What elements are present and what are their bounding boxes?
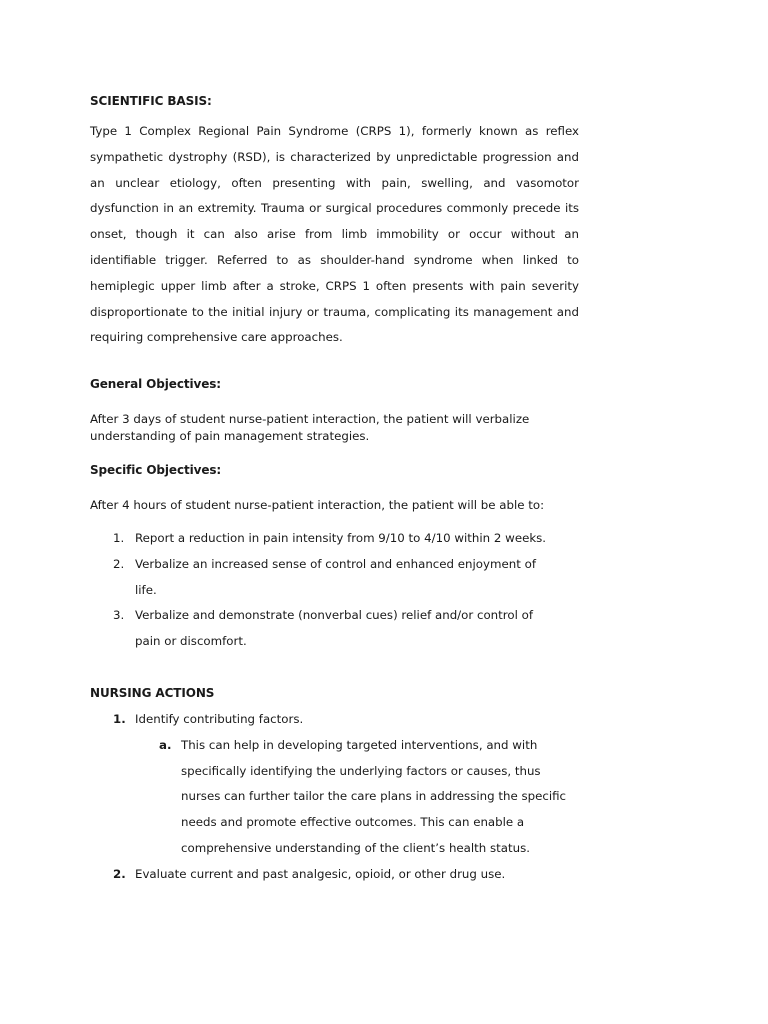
objective-text: Verbalize an increased sense of control and enhanced enjoyment of life. [135, 556, 536, 597]
objective-number: 1. [113, 531, 125, 545]
nursing-action-text: Evaluate current and past analgesic, opioid, or other drug use. [135, 866, 506, 881]
objective-item [113, 603, 560, 655]
rationale-text: This can help in developing targeted interventions, and with specifically identifying the underlying factors or causes, thus nurses can further tailor the care plans in addressing the specific needs and promote effective outcomes. This can enable a comprehensive understanding of the client’s health status. [181, 737, 567, 855]
objective-number: 3. [113, 608, 125, 623]
general-objectives-heading: General Objectives: [90, 377, 221, 391]
nursing-action-item [113, 862, 575, 888]
objective-text: Report a reduction in pain intensity from 9/10 to 4/10 within 2 weeks. [135, 531, 547, 545]
rationale-letter: a. [159, 737, 172, 752]
nursing-actions-list [113, 707, 575, 888]
nursing-action-item [113, 707, 575, 862]
objective-text: Verbalize and demonstrate (nonverbal cues) relief and/or control of pain or discomfort. [135, 608, 533, 649]
specific-objectives-heading: Specific Objectives: [90, 463, 222, 477]
nursing-action-number: 1. [113, 712, 126, 726]
rationale-item [159, 733, 581, 862]
general-objectives-paragraph: After 3 days of student nurse-patient interaction, the patient will verbalize understanding of pain management strategies. [90, 412, 530, 443]
objective-item [113, 526, 560, 552]
scientific-basis-heading: SCIENTIFIC BASIS: [90, 94, 212, 108]
specific-objectives-intro: After 4 hours of student nurse-patient interaction, the patient will be able to: [90, 498, 545, 512]
nursing-action-number: 2. [113, 866, 126, 881]
nursing-actions-heading: NURSING ACTIONS [90, 686, 215, 700]
nursing-action-text: Identify contributing factors. [135, 712, 304, 726]
scientific-basis-paragraph: Type 1 Complex Regional Pain Syndrome (CRPS 1), formerly known as reflex sympathetic dystrophy (RSD), is characterized by unpredictable progression and an unclear etiology, often presenting with pain, swelling, and vasomotor dysfunction in an extremity. Trauma or surgical procedures commonly precede its onset, though it can also arise from limb immobility or occur without an identifiable trigger. Referred to as shoulder-hand syndrome when linked to hemiplegic upper limb after a stroke, CRPS 1 often presents with pain severity disproportionate to the initial injury or trauma, complicating its management and requiring comprehensive care approaches. [90, 124, 579, 345]
specific-objectives-list [113, 526, 560, 655]
objective-item [113, 552, 560, 604]
objective-number: 2. [113, 556, 125, 571]
